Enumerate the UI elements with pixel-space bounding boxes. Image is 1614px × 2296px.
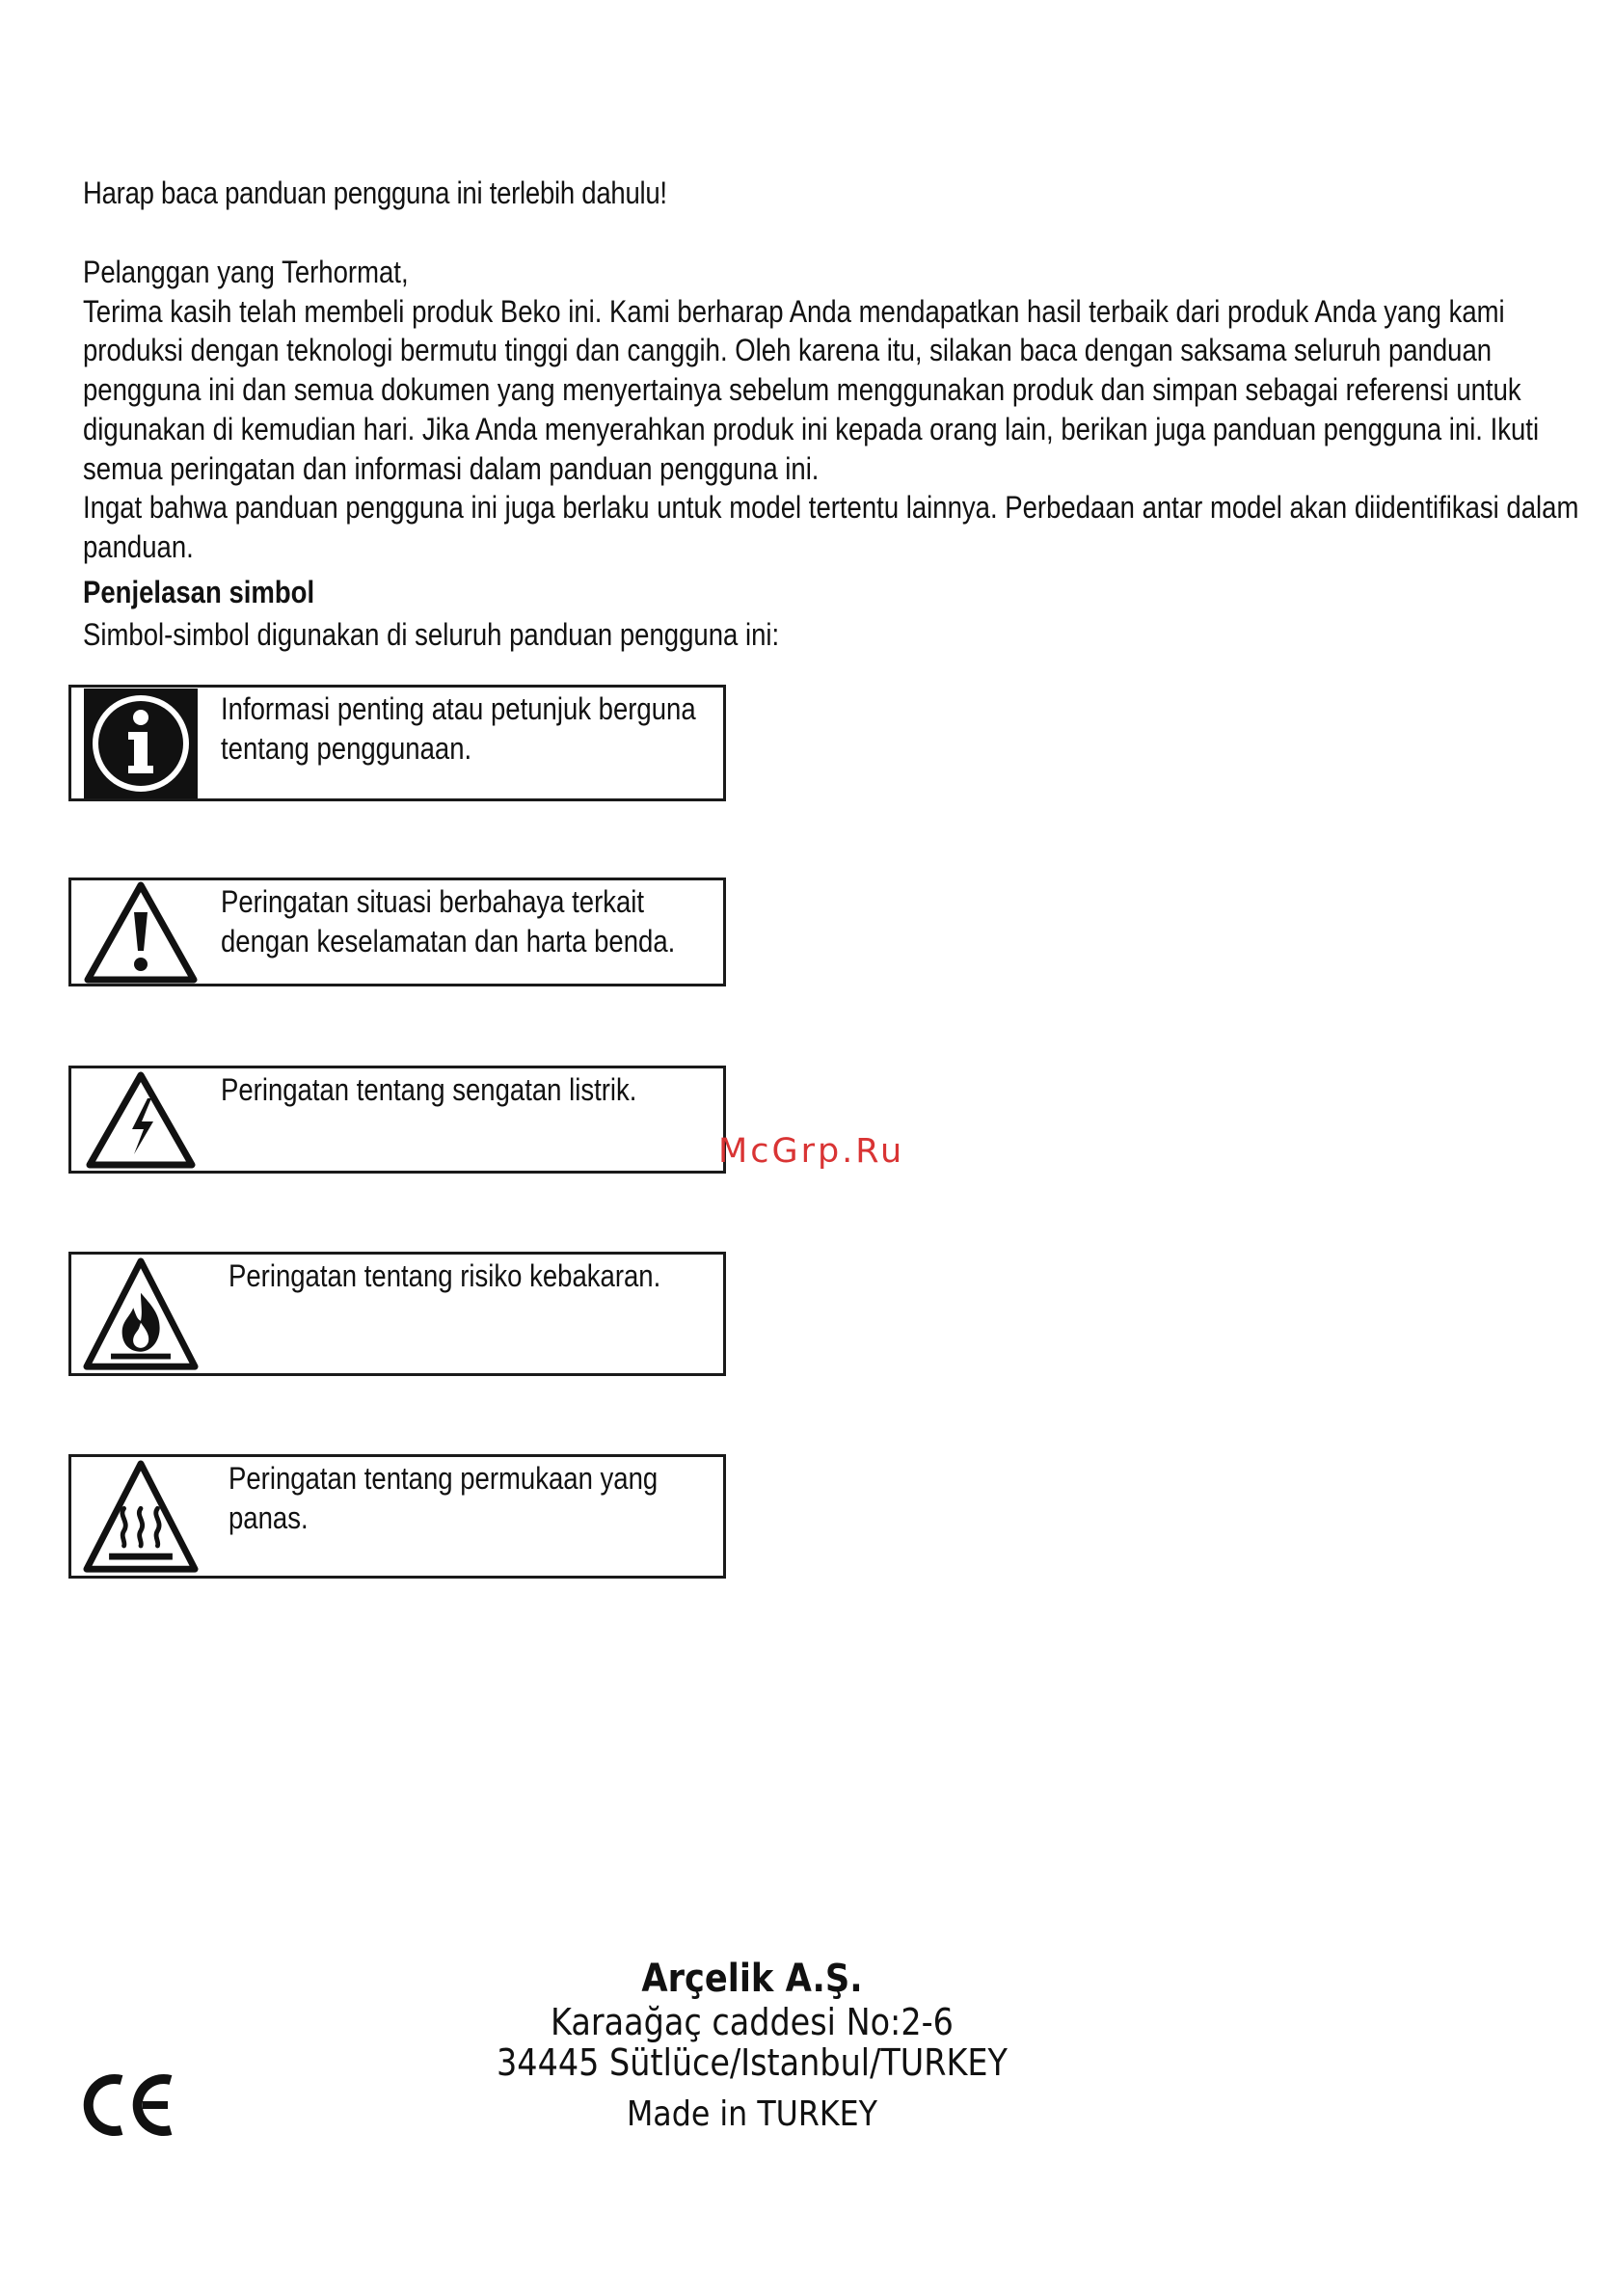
intro-text [83,253,1601,567]
symbol-item-warning [68,878,726,986]
symbol-item-hot-surface [68,1454,726,1579]
symbol-hot-surface-text: Peringatan tentang permukaan yang panas. [229,1461,659,1535]
symbol-electric-text: Peringatan tentang sengatan listrik. [221,1072,637,1107]
page-title: Harap baca panduan pengguna ini terlebih dahulu! [83,176,667,210]
symbol-fire-text: Peringatan tentang risiko kebakaran. [229,1258,661,1293]
ce-mark-logo [81,2073,177,2142]
symbols-heading: Penjelasan simbol [83,575,315,609]
symbol-item-info [68,685,726,801]
symbol-warning-text: Peringatan situasi berbahaya terkait dengan keselamatan dan harta benda. [221,884,676,959]
salutation: Pelanggan yang Terhormat, [83,255,409,289]
fire-hazard-icon [83,1255,199,1373]
warning-exclamation-icon [83,880,199,984]
symbol-info-text: Informasi penting atau petunjuk berguna tentang penggunaan. [221,691,696,766]
symbol-item-electric [68,1066,726,1174]
made-in: Made in TURKEY [626,2094,878,2134]
electric-shock-icon [83,1068,199,1171]
symbols-intro: Simbol-simbol digunakan di seluruh panduan pengguna ini: [83,617,780,652]
symbol-item-fire [68,1252,726,1376]
company-name: Arçelik A.Ş. [641,1957,863,2001]
info-icon [83,688,199,798]
address-line-1: Karaağaç caddesi No:2-6 [551,2001,954,2043]
intro-paragraph-2: Ingat bahwa panduan pengguna ini juga berlaku untuk model tertentu lainnya. Perbedaan antar model akan diidentifikasi dalam panduan. [83,490,1579,564]
address-line-2: 34445 Sütlüce/Istanbul/TURKEY [497,2041,1008,2084]
company-address [434,1956,1070,2135]
watermark: McGrp.Ru [718,1132,905,1171]
intro-paragraph-1: Terima kasih telah membeli produk Beko ini. Kami berharap Anda mendapatkan hasil terbaik dari produk Anda yang kami produksi dengan teknologi bermutu tinggi dan canggih. Oleh karena itu, silakan baca dengan saksama seluruh panduan pengguna ini dan semua dokumen yang menyertainya sebelum menggunakan produk dan simpan sebagai referensi untuk digunakan di kemudian hari. Jika Anda menyerahkan produk ini kepada orang lain, berikan juga panduan pengguna ini. Ikuti semua peringatan dan informasi dalam panduan pengguna ini. [83,293,1540,486]
hot-surface-icon [83,1457,199,1576]
